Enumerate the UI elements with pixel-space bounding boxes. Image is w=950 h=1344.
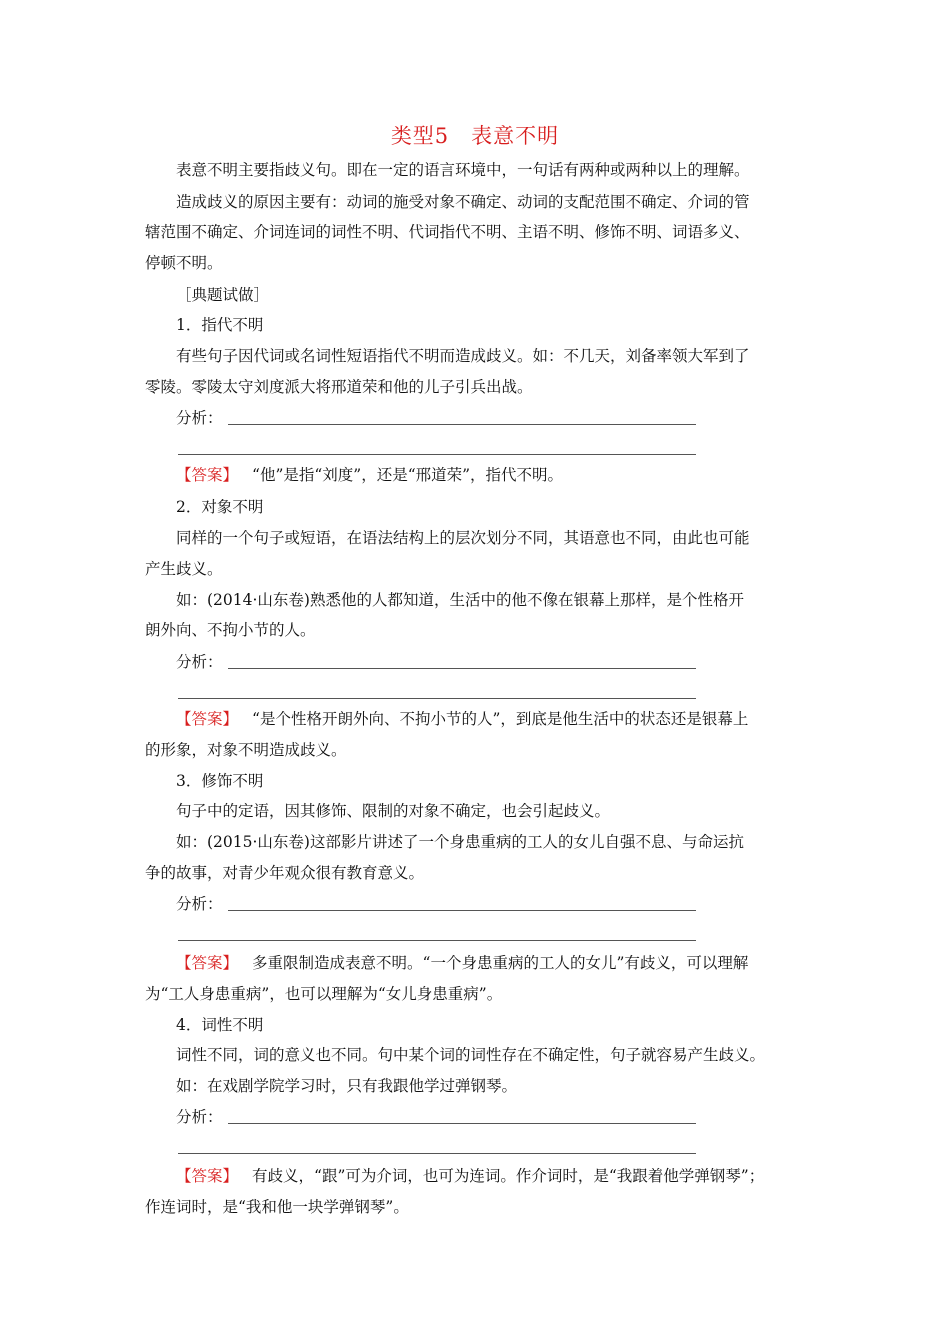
item-3-example-line-1: 如：(2015·山东卷)这部影片讲述了一个身患重病的工人的女儿自强不息、与命运抗 xyxy=(176,833,744,851)
item-1-answer xyxy=(176,465,810,485)
item-3-answer-line-2: 为“工人身患重病”，也可以理解为“女儿身患重病”。 xyxy=(145,985,503,1003)
item-1-analysis-label: 分析： xyxy=(176,409,223,427)
item-1-answer-blank-2 xyxy=(178,454,696,455)
item-1-desc-line-1: 有些句子因代词或名词性短语指代不明而造成歧义。如：不几天，刘备率领大军到了 xyxy=(176,347,750,365)
item-3-example-line-2: 争的故事，对青少年观众很有教育意义。 xyxy=(145,864,425,882)
item-2-desc-line-2: 产生歧义。 xyxy=(145,560,223,578)
item-2-example-line-1: 如：(2014·山东卷)熟悉他的人都知道，生活中的他不像在银幕上那样，是个性格开 xyxy=(176,591,744,609)
item-2-answer-line-2: 的形象，对象不明造成歧义。 xyxy=(145,741,347,759)
intro-paragraph-2-line-1: 造成歧义的原因主要有：动词的施受对象不确定、动词的支配范围不确定、介词的管 xyxy=(176,193,750,211)
item-3-desc-line-1: 句子中的定语，因其修饰、限制的对象不确定，也会引起歧义。 xyxy=(176,802,611,820)
item-2-example-line-2: 朗外向、不拘小节的人。 xyxy=(145,621,316,639)
item-2-answer-line-1 xyxy=(176,709,810,729)
item-3-answer-line-1 xyxy=(176,953,810,973)
item-4-example-line-1: 如：在戏剧学院学习时，只有我跟他学过弹钢琴。 xyxy=(176,1077,518,1095)
item-3-answer-text: 多重限制造成表意不明。“一个身患重病的工人的女儿”有歧义，可以理解 xyxy=(252,954,749,972)
item-2-answer-blank-1 xyxy=(228,668,696,669)
item-1-desc-line-2: 零陵。零陵太守刘度派大将邢道荣和他的儿子引兵出战。 xyxy=(145,378,533,396)
item-1-heading: 1．指代不明 xyxy=(176,316,264,334)
item-4-answer-text: 有歧义，“跟”可为介词，也可为连词。作介词时，是“我跟着他学弹钢琴”； xyxy=(252,1167,765,1185)
item-2-answer-blank-2 xyxy=(178,698,696,699)
item-4-answer-line-2: 作连词时，是“我和他一块学弹钢琴”。 xyxy=(145,1198,409,1216)
item-4-analysis-label: 分析： xyxy=(176,1108,223,1126)
intro-paragraph-2-line-3: 停顿不明。 xyxy=(145,254,223,272)
item-4-answer-line-1 xyxy=(176,1166,810,1186)
item-3-answer-blank-2 xyxy=(178,940,696,941)
answer-label: 【答案】 xyxy=(176,1167,239,1185)
item-4-answer-blank-1 xyxy=(228,1123,696,1124)
item-2-desc-line-1: 同样的一个句子或短语，在语法结构上的层次划分不同，其语意也不同，由此也可能 xyxy=(176,529,750,547)
item-4-desc-line-1: 词性不同，词的意义也不同。句中某个词的词性存在不确定性，句子就容易产生歧义。 xyxy=(176,1046,766,1064)
answer-label: 【答案】 xyxy=(176,954,239,972)
answer-label: 【答案】 xyxy=(176,466,239,484)
intro-paragraph-2-line-2: 辖范围不确定、介词连词的词性不明、代词指代不明、主语不明、修饰不明、词语多义、 xyxy=(145,223,750,241)
item-2-analysis-label: 分析： xyxy=(176,653,223,671)
item-3-answer-blank-1 xyxy=(228,910,696,911)
item-4-answer-blank-2 xyxy=(178,1153,696,1154)
item-2-heading: 2．对象不明 xyxy=(176,498,264,516)
page-title: 类型5 表意不明 xyxy=(390,124,560,148)
item-4-heading: 4．词性不明 xyxy=(176,1016,264,1034)
item-3-analysis-label: 分析： xyxy=(176,895,223,913)
section-label: ［典题试做］ xyxy=(176,286,270,304)
item-1-answer-blank-1 xyxy=(228,424,696,425)
intro-paragraph-1: 表意不明主要指歧义句。即在一定的语言环境中，一句话有两种或两种以上的理解。 xyxy=(176,161,750,179)
item-2-answer-text: “是个性格开朗外向、不拘小节的人”，到底是他生活中的状态还是银幕上 xyxy=(252,710,749,728)
answer-label: 【答案】 xyxy=(176,710,239,728)
item-1-answer-text: “他”是指“刘度”，还是“邢道荣”，指代不明。 xyxy=(252,466,564,484)
item-3-heading: 3．修饰不明 xyxy=(176,772,264,790)
